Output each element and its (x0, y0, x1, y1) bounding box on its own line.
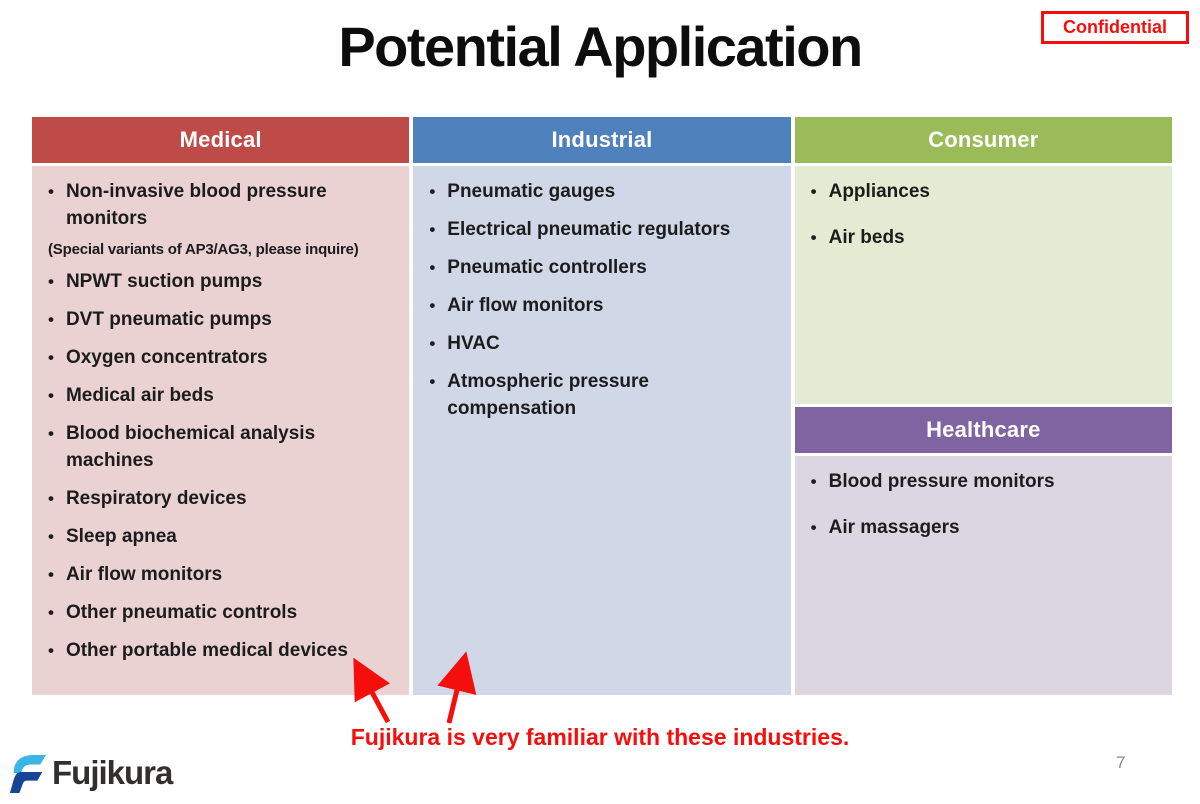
list-item-label: Air flow monitors (447, 295, 604, 316)
list-item (48, 306, 401, 333)
list-item (48, 637, 401, 664)
bullet-icon: • (48, 527, 54, 546)
bullet-icon: • (810, 228, 817, 247)
list-item (429, 368, 782, 422)
bullet-icon: • (429, 296, 436, 315)
bullet-icon: • (429, 182, 436, 201)
column-body-medical (32, 166, 409, 695)
column-body-consumer (795, 166, 1172, 404)
list-item-label: Oxygen concentrators (65, 347, 268, 368)
list-item-label: Other pneumatic controls (65, 602, 298, 623)
list-item-label: Other portable medical devices (65, 640, 348, 661)
bullet-icon: • (48, 386, 54, 405)
bullet-icon: • (429, 334, 436, 353)
list-item (48, 382, 401, 409)
list-item (429, 292, 782, 319)
column-body-healthcare (795, 456, 1172, 695)
column-header-medical: Medical (32, 117, 409, 163)
list-item-label: (Special variants of AP3/AG3, please inquire) (48, 241, 359, 258)
list-item (811, 468, 1164, 495)
page-title: Potential Application (338, 15, 862, 78)
list-item (429, 216, 782, 243)
list-item (48, 344, 401, 371)
list-item (48, 485, 401, 512)
list-item-label: Non-invasive blood pressure monitors (65, 181, 327, 229)
list-item-label: Pneumatic gauges (447, 181, 616, 202)
list-item-label: Respiratory devices (65, 488, 247, 509)
list-item (48, 420, 401, 474)
list-item (48, 178, 401, 232)
annotation-text: Fujikura is very familiar with these industries. (350, 724, 850, 750)
list-item (811, 224, 1164, 251)
column-header-healthcare: Healthcare (795, 407, 1172, 453)
fujikura-f-icon (8, 752, 46, 794)
confidential-badge: Confidential (1041, 11, 1189, 44)
list-item-label: Sleep apnea (65, 526, 177, 547)
column-consumer-healthcare (795, 117, 1172, 695)
list-item-label: Air massagers (828, 517, 960, 538)
bullet-icon: • (48, 182, 54, 201)
list-item-label: Pneumatic controllers (447, 257, 647, 278)
list-item (48, 599, 401, 626)
column-header-consumer: Consumer (795, 117, 1172, 163)
application-table (32, 117, 1172, 695)
list-item-label: Atmospheric pressure compensation (447, 371, 649, 419)
bullet-icon: • (48, 310, 54, 329)
bullet-icon: • (48, 641, 54, 660)
list-item-label: Air beds (828, 227, 905, 248)
bullet-icon: • (48, 424, 54, 443)
list-item (811, 514, 1164, 541)
list-item (811, 178, 1164, 205)
fujikura-logo (8, 752, 172, 794)
list-item-label: NPWT suction pumps (65, 271, 263, 292)
list-item (429, 254, 782, 281)
list-item-label: Electrical pneumatic regulators (447, 219, 731, 240)
bullet-icon: • (810, 518, 817, 537)
bullet-icon: • (48, 603, 54, 622)
list-item-label: Air flow monitors (65, 564, 223, 585)
list-item (429, 178, 782, 205)
bullet-icon: • (48, 348, 54, 367)
bullet-icon: • (429, 258, 436, 277)
list-item (429, 330, 782, 357)
note-item (48, 240, 401, 260)
bullet-icon: • (810, 472, 817, 491)
fujikura-logo-text: Fujikura (52, 754, 173, 791)
list-item (48, 523, 401, 550)
column-industrial (413, 117, 790, 695)
list-item-label: Medical air beds (65, 385, 214, 406)
bullet-icon: • (48, 489, 54, 508)
list-item-label: Blood biochemical analysis machines (65, 423, 316, 471)
list-item-label: HVAC (447, 333, 500, 354)
list-item-label: DVT pneumatic pumps (65, 309, 272, 330)
column-body-industrial (413, 166, 790, 695)
list-item (48, 561, 401, 588)
bullet-icon: • (48, 565, 54, 584)
column-header-industrial: Industrial (413, 117, 790, 163)
list-item (48, 268, 401, 295)
bullet-icon: • (810, 182, 817, 201)
bullet-icon: • (429, 372, 436, 391)
list-item-label: Appliances (828, 181, 930, 202)
column-medical (32, 117, 409, 695)
bullet-icon: • (48, 272, 54, 291)
page-number: 7 (1116, 753, 1126, 772)
bullet-icon: • (429, 220, 436, 239)
list-item-label: Blood pressure monitors (828, 471, 1055, 492)
